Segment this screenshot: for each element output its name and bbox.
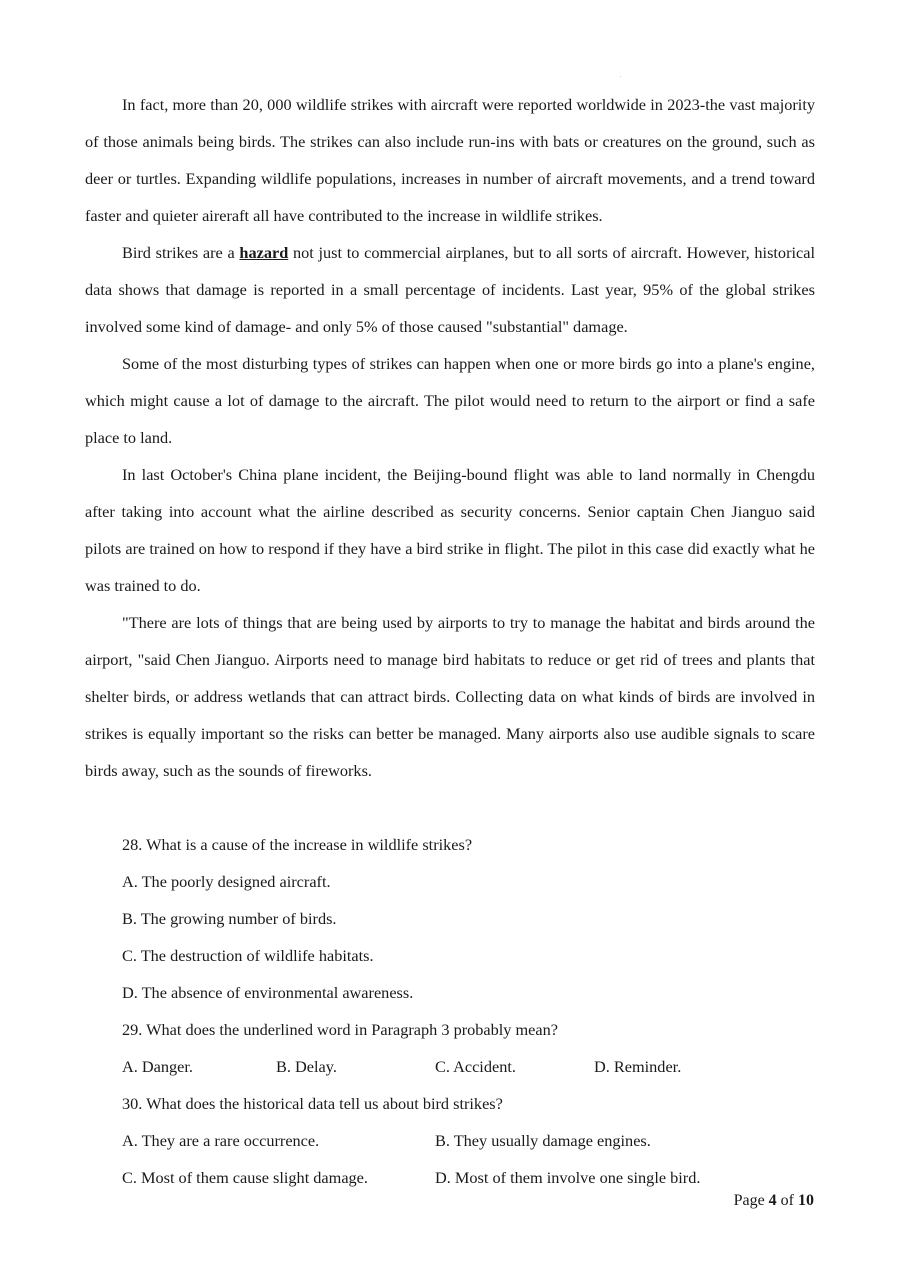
question-30-stem: 30. What does the historical data tell us about bird strikes? (122, 1094, 503, 1113)
reading-passage (85, 86, 815, 789)
paragraph-5: "There are lots of things that are being used by airports to try to manage the habitat and birds around the airport, "said Chen Jianguo. Airports need to manage bird habitats to reduce or get rid of trees and plants that shelter birds, or address wetlands that can attract birds. Collecting data on what kinds of birds are involved in strikes is equally important so the risks can better be managed. Many airports also use audible signals to scare birds away, such as the sounds of fireworks. (85, 613, 815, 780)
question-28-option-c: C. The destruction of wildlife habitats. (122, 946, 374, 965)
question-30-option-b: B. They usually damage engines. (435, 1131, 651, 1150)
question-30-option-d: D. Most of them involve one single bird. (435, 1168, 701, 1187)
question-28-option-d: D. The absence of environmental awareness. (122, 983, 414, 1002)
page-prefix: Page (733, 1192, 769, 1209)
page-total: 10 (798, 1192, 814, 1209)
question-29-options (122, 1048, 815, 1085)
question-30-option-a: A. They are a rare occurrence. (122, 1131, 320, 1150)
question-29-option-d: D. Reminder. (594, 1057, 682, 1076)
question-30-options-row-1 (122, 1122, 815, 1159)
scan-speck (620, 76, 621, 77)
question-28-stem: 28. What is a cause of the increase in wildlife strikes? (122, 835, 473, 854)
question-30-option-c: C. Most of them cause slight damage. (122, 1168, 368, 1187)
paragraph-4: In last October's China plane incident, the Beijing-bound flight was able to land normally in Chengdu after taking into account what the airline described as security concerns. Senior captain Chen Jianguo said pilots are trained on how to respond if they have a bird strike in flight. The pilot in this case did exactly what he was trained to do. (85, 465, 815, 595)
question-30-options-row-2 (122, 1159, 815, 1196)
paragraph-3: Some of the most disturbing types of strikes can happen when one or more birds go into a plane's engine, which might cause a lot of damage to the aircraft. The pilot would need to return to the airport or find a safe place to land. (85, 354, 815, 447)
paragraph-1: In fact, more than 20, 000 wildlife strikes with aircraft were reported worldwide in 2023-the vast majority of those animals being birds. The strikes can also include run-ins with bats or creatures on the ground, such as deer or turtles. Expanding wildlife populations, increases in number of aircraft movements, and a trend toward faster and quieter aireraft all have contributed to the increase in wildlife strikes. (85, 95, 815, 225)
question-29-stem: 29. What does the underlined word in Paragraph 3 probably mean? (122, 1020, 559, 1039)
page-middle: of (776, 1192, 798, 1209)
question-29-option-c: C. Accident. (435, 1057, 516, 1076)
paragraph-2-after: not just to commercial airplanes, but to all sorts of aircraft. However, historical data shows that damage is reported in a small percentage of incidents. Last year, 95% of the global strikes involved some kind of damage- and only 5% of those caused "substantial" damage. (85, 243, 815, 336)
question-28-option-a: A. The poorly designed aircraft. (122, 872, 331, 891)
paragraph-2 (85, 234, 815, 345)
page-number (734, 1192, 814, 1210)
question-29-option-b: B. Delay. (276, 1057, 337, 1076)
question-28-option-b: B. The growing number of birds. (122, 909, 337, 928)
question-29-option-a: A. Danger. (122, 1057, 193, 1076)
page-current: 4 (768, 1192, 777, 1209)
underlined-word-hazard: hazard (239, 243, 289, 262)
questions-section (122, 826, 815, 1196)
paragraph-2-before: Bird strikes are a (122, 243, 240, 262)
